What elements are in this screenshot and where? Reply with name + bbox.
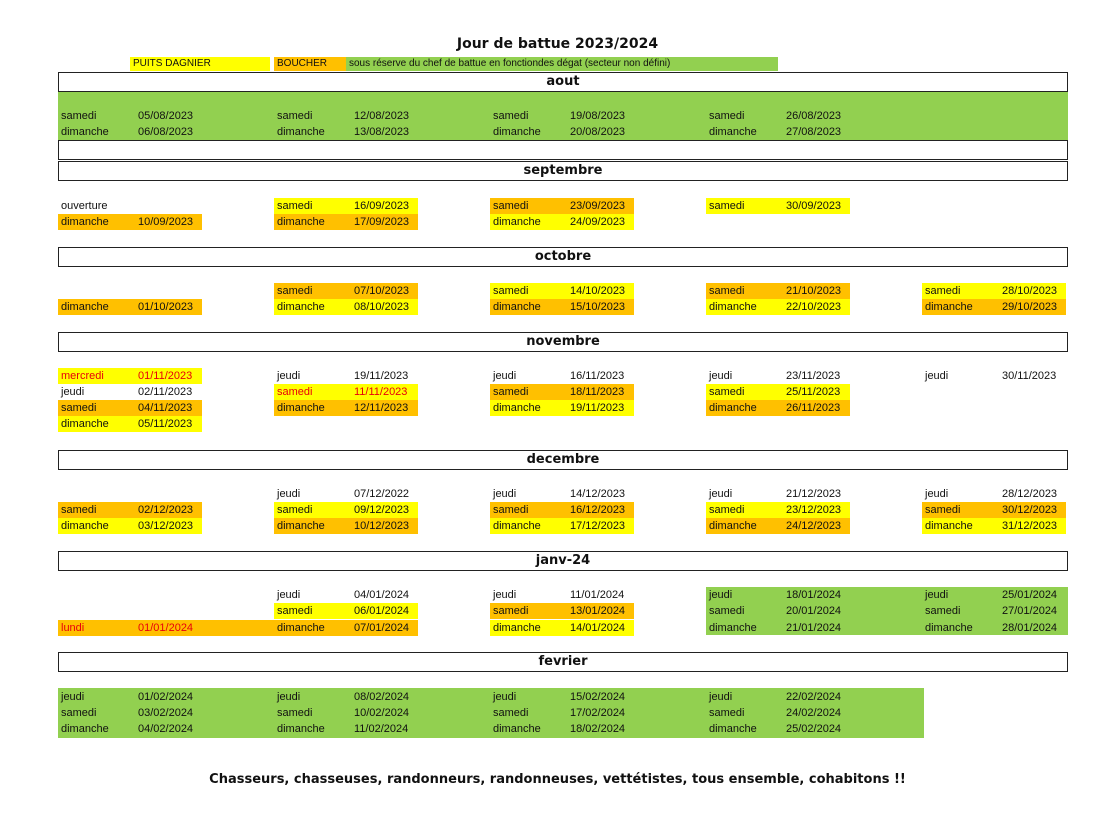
date-cell: dimanche 24/09/2023 — [490, 214, 634, 230]
month-header-novembre: novembre — [58, 332, 1068, 352]
date-cell: jeudi 07/12/2022 — [277, 488, 410, 500]
date-cell: samedi 16/12/2023 — [490, 502, 634, 518]
date-cell: samedi 14/10/2023 — [490, 283, 634, 299]
date-cell: ouverture — [61, 200, 108, 212]
legend-sous-reserve: sous réserve du chef de battue en fonctiondes dégat (secteur non défini) — [346, 57, 778, 71]
date-cell: dimanche 10/12/2023 — [274, 518, 418, 534]
date-cell: jeudi 01/02/2024 — [61, 691, 194, 703]
date-cell: dimanche 03/12/2023 — [58, 518, 202, 534]
date-cell: samedi 17/02/2024 — [493, 707, 626, 719]
date-cell: jeudi 23/11/2023 — [709, 370, 841, 382]
date-cell: jeudi 28/12/2023 — [925, 488, 1058, 500]
date-cell: dimanche 24/12/2023 — [706, 518, 850, 534]
date-cell: dimanche 15/10/2023 — [490, 299, 634, 315]
date-cell: dimanche 07/01/2024 — [274, 620, 418, 636]
month-header-septembre: septembre — [58, 161, 1068, 181]
date-cell: samedi 03/02/2024 — [61, 707, 194, 719]
date-cell: samedi 04/11/2023 — [58, 400, 202, 416]
date-cell: samedi 06/01/2024 — [274, 603, 418, 619]
aout-spacer-row — [58, 140, 1068, 160]
date-cell: samedi 23/09/2023 — [490, 198, 634, 214]
date-cell: dimanche 27/08/2023 — [709, 126, 842, 138]
date-cell: jeudi 14/12/2023 — [493, 488, 626, 500]
date-cell: jeudi 18/01/2024 — [709, 589, 842, 601]
date-cell: samedi 13/01/2024 — [490, 603, 634, 619]
date-cell: samedi 05/08/2023 — [61, 110, 194, 122]
date-cell: jeudi 21/12/2023 — [709, 488, 842, 500]
date-cell: dimanche 18/02/2024 — [493, 723, 626, 735]
date-cell: lundi 01/01/2024 — [58, 620, 274, 636]
date-cell: samedi 19/08/2023 — [493, 110, 626, 122]
date-cell: samedi 30/09/2023 — [706, 198, 850, 214]
date-cell: samedi 24/02/2024 — [709, 707, 842, 719]
date-cell: dimanche 06/08/2023 — [61, 126, 194, 138]
date-cell: jeudi 15/02/2024 — [493, 691, 626, 703]
date-cell: dimanche 12/11/2023 — [274, 400, 418, 416]
date-cell: dimanche 14/01/2024 — [490, 620, 634, 636]
date-cell: dimanche 19/11/2023 — [490, 400, 634, 416]
date-cell: dimanche 10/09/2023 — [58, 214, 202, 230]
date-cell: dimanche 01/10/2023 — [58, 299, 202, 315]
legend-boucher: BOUCHER — [274, 57, 346, 71]
date-cell: samedi 11/11/2023 — [274, 384, 418, 400]
date-cell: samedi 25/11/2023 — [706, 384, 850, 400]
date-cell: dimanche 13/08/2023 — [277, 126, 410, 138]
date-cell: jeudi 04/01/2024 — [277, 589, 410, 601]
date-cell: dimanche 31/12/2023 — [922, 518, 1066, 534]
date-cell: mercredi 01/11/2023 — [58, 368, 202, 384]
date-cell: samedi 16/09/2023 — [274, 198, 418, 214]
date-cell: jeudi 19/11/2023 — [277, 370, 409, 382]
month-header-fevrier: fevrier — [58, 652, 1068, 672]
page-title: Jour de battue 2023/2024 — [456, 36, 659, 52]
date-cell: samedi 10/02/2024 — [277, 707, 410, 719]
legend-puits-dagnier: PUITS DAGNIER — [130, 57, 270, 71]
date-cell: samedi 02/12/2023 — [58, 502, 202, 518]
date-cell: dimanche 26/11/2023 — [706, 400, 850, 416]
date-cell: jeudi 16/11/2023 — [493, 370, 625, 382]
date-cell: jeudi 30/11/2023 — [925, 370, 1057, 382]
date-cell: samedi 20/01/2024 — [709, 605, 842, 617]
month-header-janvier: janv-24 — [58, 551, 1068, 571]
date-cell: jeudi 25/01/2024 — [925, 589, 1058, 601]
date-cell: dimanche 25/02/2024 — [709, 723, 842, 735]
date-cell: samedi 07/10/2023 — [274, 283, 418, 299]
footer-message: Chasseurs, chasseuses, randonneurs, randonneuses, vettétistes, tous ensemble, cohabitons !! — [209, 772, 906, 787]
month-header-aout: aout — [58, 72, 1068, 92]
date-cell: dimanche 11/02/2024 — [277, 723, 409, 735]
date-cell: dimanche 17/12/2023 — [490, 518, 634, 534]
date-cell: jeudi 22/02/2024 — [709, 691, 842, 703]
date-cell: dimanche 17/09/2023 — [274, 214, 418, 230]
date-cell: samedi 28/10/2023 — [922, 283, 1066, 299]
date-cell: dimanche 21/01/2024 — [709, 622, 842, 634]
date-cell: samedi 27/01/2024 — [925, 605, 1058, 617]
date-cell: samedi 12/08/2023 — [277, 110, 410, 122]
date-cell: samedi 30/12/2023 — [922, 502, 1066, 518]
date-cell: dimanche 05/11/2023 — [58, 416, 202, 432]
month-header-octobre: octobre — [58, 247, 1068, 267]
date-cell: samedi 18/11/2023 — [490, 384, 634, 400]
date-cell: dimanche 29/10/2023 — [922, 299, 1066, 315]
date-cell: samedi 09/12/2023 — [274, 502, 418, 518]
date-cell: jeudi 02/11/2023 — [61, 386, 193, 398]
date-cell: dimanche 22/10/2023 — [706, 299, 850, 315]
date-cell: samedi 26/08/2023 — [709, 110, 842, 122]
date-cell: samedi 23/12/2023 — [706, 502, 850, 518]
date-cell: samedi 21/10/2023 — [706, 283, 850, 299]
date-cell: dimanche 20/08/2023 — [493, 126, 626, 138]
date-cell: dimanche 04/02/2024 — [61, 723, 194, 735]
date-cell: dimanche 08/10/2023 — [274, 299, 418, 315]
date-cell: jeudi 11/01/2024 — [493, 589, 625, 601]
date-cell: jeudi 08/02/2024 — [277, 691, 410, 703]
month-header-decembre: decembre — [58, 450, 1068, 470]
date-cell: dimanche 28/01/2024 — [925, 622, 1058, 634]
